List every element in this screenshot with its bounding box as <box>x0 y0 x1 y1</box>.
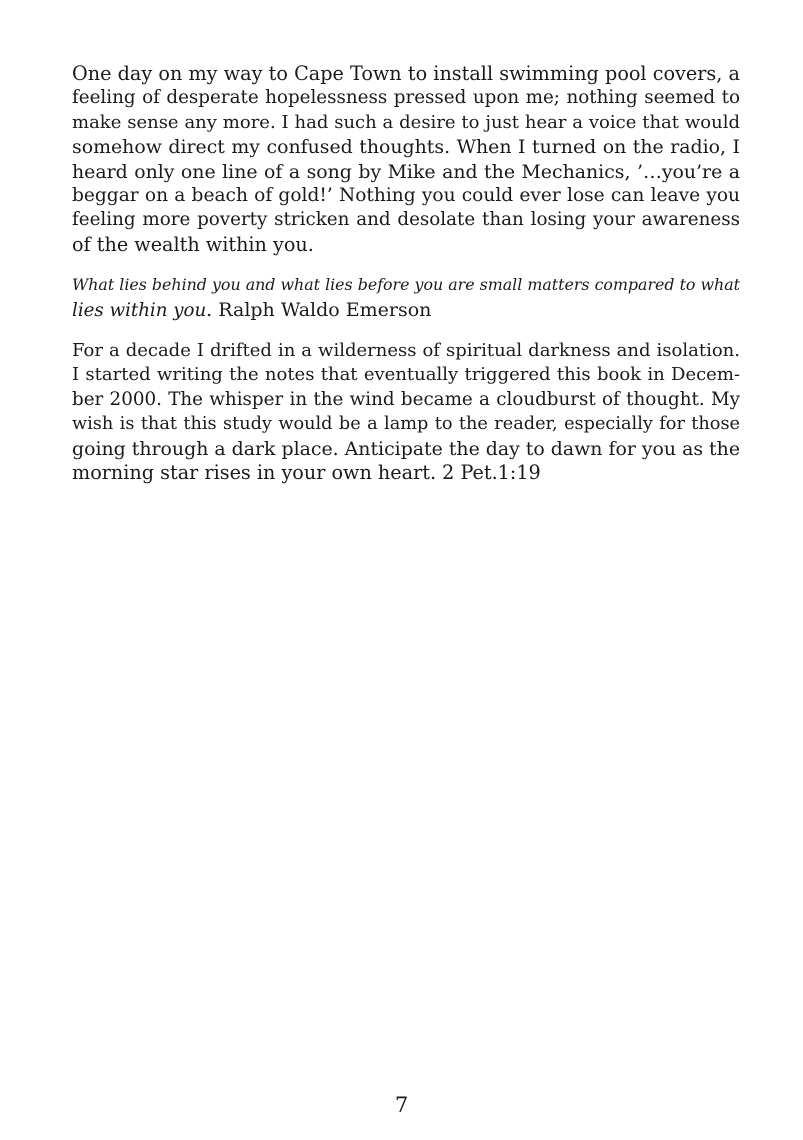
text-line: make sense any more. I had such a desire to just hear a voice that would <box>72 111 740 133</box>
text-line: somehow direct my confused thoughts. When I turned on the radio, I <box>72 136 740 159</box>
paragraph-cape-town <box>72 62 740 257</box>
quote-italic-text: lies within you <box>72 299 207 321</box>
text-line: feeling of desperate hopelessness pressed upon me; nothing seemed to <box>72 87 740 109</box>
text-line: For a decade I drifted in a wilderness of spiritual darkness and isolation. <box>72 340 740 362</box>
text-line: One day on my way to Cape Town to install swimming pool covers, a <box>72 62 740 85</box>
quote-line-attribution <box>72 298 740 323</box>
text-line: heard only one line of a song by Mike and the Mechanics, ’…you’re a <box>72 160 740 183</box>
quote-author: . Ralph Waldo Emerson <box>206 298 432 321</box>
text-line: going through a dark place. Anticipate the day to dawn for you as the <box>72 437 740 460</box>
text-line: wish is that this study would be a lamp to the reader, especially for those <box>72 414 740 435</box>
emerson-quote <box>72 273 740 323</box>
quote-line: What lies behind you and what lies before you are small matters compared to what <box>72 275 740 295</box>
page-number: 7 <box>394 1093 409 1117</box>
text-line: morning star rises in your own heart. 2 Pet.1:19 <box>72 461 541 485</box>
text-line: beggar on a beach of gold!’ Nothing you could ever lose can leave you <box>72 185 740 207</box>
page-body <box>72 62 740 502</box>
text-line: feeling more poverty stricken and desolate than losing your awareness <box>72 209 740 231</box>
text-line: of the wealth within you. <box>72 232 314 256</box>
text-line: I started writing the notes that eventually triggered this book in Decem- <box>72 364 740 386</box>
paragraph-decade <box>72 339 740 485</box>
text-line: ber 2000. The whisper in the wind became a cloudburst of thought. My <box>72 388 740 410</box>
